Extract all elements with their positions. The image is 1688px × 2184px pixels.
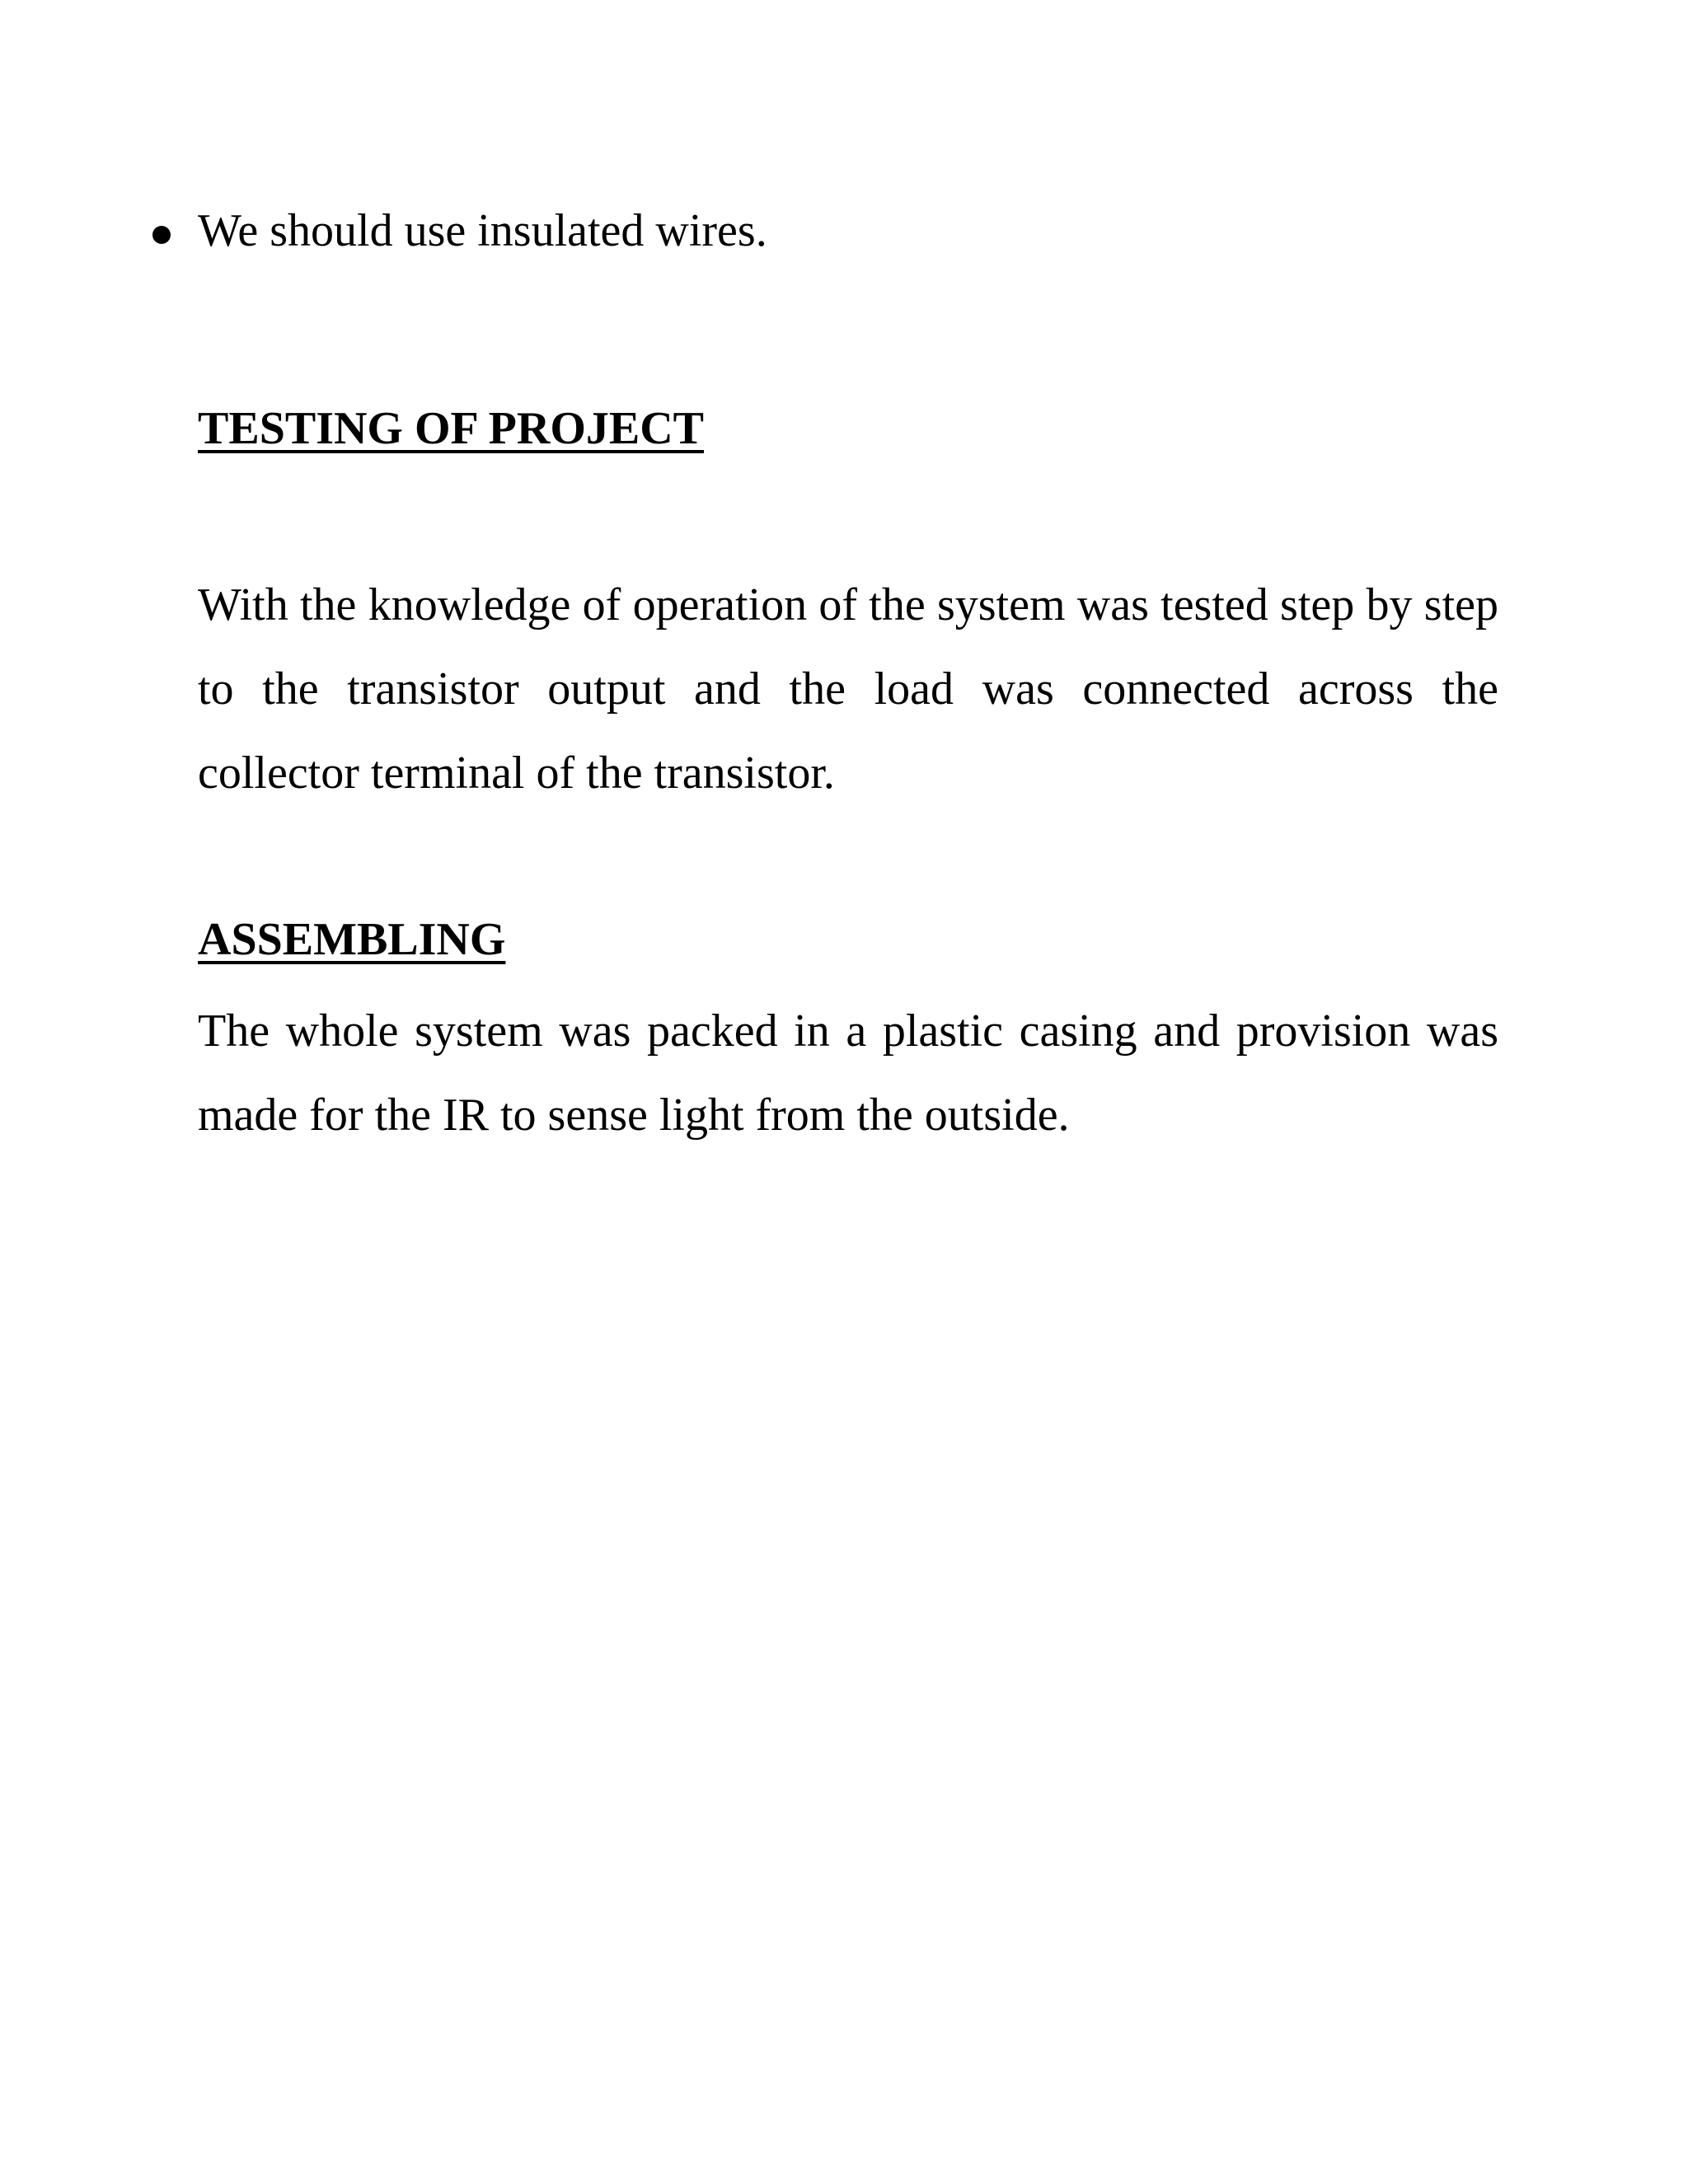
section-heading-testing: TESTING OF PROJECT (198, 403, 705, 454)
bullet-text: We should use insulated wires. (198, 205, 767, 256)
bullet-icon (152, 226, 171, 244)
section-heading-assembling: ASSEMBLING (198, 914, 506, 965)
section-body-assembling: The whole system was packed in a plastic casing and provision was made for the IR to sense light from the outside. (198, 1005, 1498, 1141)
section-body-testing: With the knowledge of operation of the system was tested step by step to the transistor output and the load was connected across the collector terminal of the transistor. (198, 579, 1498, 799)
bullet-list-item (147, 198, 1548, 264)
